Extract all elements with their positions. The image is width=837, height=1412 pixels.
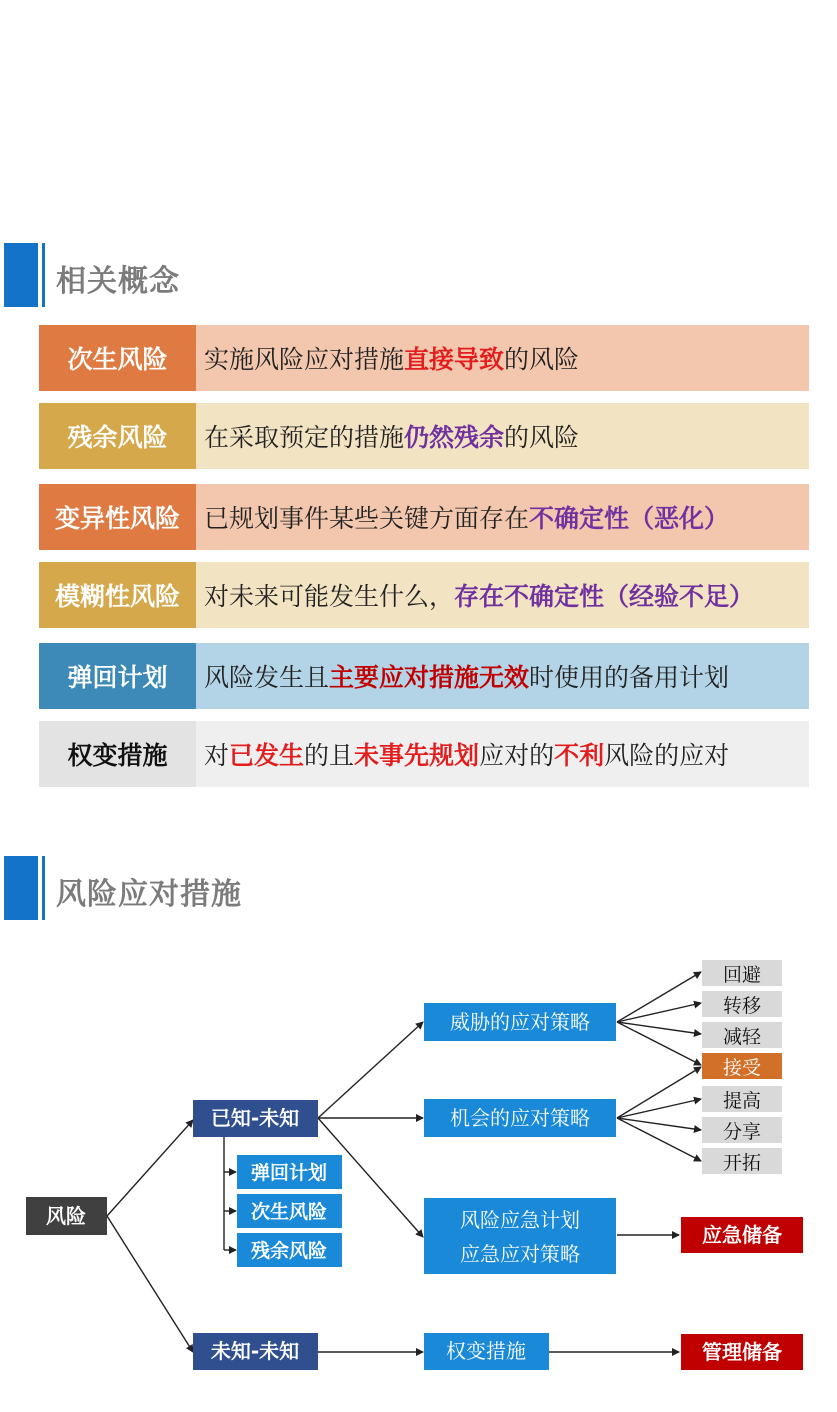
root-node xyxy=(26,1197,107,1235)
arrow-root-to-unknown xyxy=(107,1216,193,1352)
concept-label: 权变措施 xyxy=(39,721,196,787)
description-text: 实施风险应对措施 xyxy=(204,345,405,374)
known-sub-label: 弹回计划 xyxy=(250,1162,328,1184)
highlight-text: 主要应对措施无效 xyxy=(329,663,530,692)
contingency-line-1: 风险应急计划 xyxy=(460,1208,580,1232)
arrow-opp-opt-1 xyxy=(617,1099,701,1118)
arrow-opp-accept xyxy=(617,1067,701,1118)
accept-option xyxy=(702,1053,782,1079)
concept-description xyxy=(196,562,809,628)
description-text: 风险的应对 xyxy=(604,741,730,770)
opportunity-strategy-label: 机会的应对策略 xyxy=(450,1106,590,1130)
highlight-text: 不利 xyxy=(554,741,605,770)
concept-description xyxy=(196,721,809,787)
section-title-concepts: 相关概念 xyxy=(56,264,180,299)
option-label: 分享 xyxy=(722,1121,762,1143)
root-label: 风险 xyxy=(46,1204,86,1228)
concept-row xyxy=(39,721,809,787)
concept-label: 变异性风险 xyxy=(39,484,196,550)
concept-row xyxy=(39,325,809,391)
highlight-text: 未事先规划 xyxy=(354,741,480,770)
contingency-line-2: 应急应对策略 xyxy=(460,1242,580,1266)
threat-strategy-node xyxy=(424,1003,616,1041)
known-sub-label: 次生风险 xyxy=(250,1201,328,1223)
concept-description xyxy=(196,643,809,709)
known-sub-3 xyxy=(237,1233,342,1267)
section-marker-responses xyxy=(4,856,38,920)
section-marker-concepts xyxy=(4,243,38,307)
arrow-threat-opt-2 xyxy=(617,1003,701,1022)
concept-label: 弹回计划 xyxy=(39,643,196,709)
threat-option-3 xyxy=(702,1022,782,1048)
concept-label: 次生风险 xyxy=(39,325,196,391)
option-label: 减轻 xyxy=(722,1026,762,1048)
management-reserve-node xyxy=(681,1334,803,1370)
option-label: 回避 xyxy=(722,964,762,986)
arrow-threat-opt-1 xyxy=(617,972,701,1022)
description-text: 的且 xyxy=(304,741,355,770)
option-label: 转移 xyxy=(722,995,762,1017)
known-unknown-label: 已知-未知 xyxy=(210,1106,300,1130)
known-sub-2 xyxy=(237,1194,342,1228)
unknown-unknown-node xyxy=(193,1333,318,1370)
concept-description xyxy=(196,484,809,550)
concept-description xyxy=(196,325,809,391)
risk-response-diagram xyxy=(0,940,837,1390)
known-sub-label: 残余风险 xyxy=(250,1240,328,1262)
option-label: 提高 xyxy=(722,1090,762,1112)
concept-row xyxy=(39,403,809,469)
description-text: 已规划事件某些关键方面存在 xyxy=(204,504,530,533)
concept-description xyxy=(196,403,809,469)
opportunity-strategy-node xyxy=(424,1099,616,1137)
concept-label: 残余风险 xyxy=(39,403,196,469)
workaround-label: 权变措施 xyxy=(446,1339,526,1363)
workaround-node xyxy=(424,1333,549,1370)
description-text: 的风险 xyxy=(504,423,580,452)
known-sub-1 xyxy=(237,1155,342,1189)
opp-option-2 xyxy=(702,1117,782,1143)
description-text: 时使用的备用计划 xyxy=(529,663,730,692)
threat-option-2 xyxy=(702,991,782,1017)
description-text: 在采取预定的措施 xyxy=(204,423,405,452)
highlight-text: 已发生 xyxy=(229,741,305,770)
option-label: 开拓 xyxy=(722,1152,762,1174)
section-title-responses: 风险应对措施 xyxy=(56,877,242,912)
highlight-text: 不确定性（恶化） xyxy=(529,504,730,533)
description-text: 对 xyxy=(204,741,230,770)
description-text: 风险发生且 xyxy=(204,663,330,692)
opp-option-3 xyxy=(702,1148,782,1174)
management-reserve-label: 管理储备 xyxy=(702,1340,782,1364)
arrow-root-to-known xyxy=(107,1120,193,1216)
contingency-node xyxy=(424,1198,616,1274)
concept-row xyxy=(39,643,809,709)
unknown-unknown-label: 未知-未知 xyxy=(210,1339,300,1363)
highlight-text: 直接导致 xyxy=(404,345,505,374)
highlight-text: 仍然残余 xyxy=(404,423,505,452)
opp-option-1 xyxy=(702,1086,782,1112)
contingency-reserve-label: 应急储备 xyxy=(702,1223,782,1247)
threat-option-1 xyxy=(702,960,782,986)
contingency-reserve-node xyxy=(681,1217,803,1253)
concept-row xyxy=(39,562,809,628)
concept-label: 模糊性风险 xyxy=(39,562,196,628)
option-label: 接受 xyxy=(722,1057,762,1079)
threat-strategy-label: 威胁的应对策略 xyxy=(450,1010,590,1034)
concept-row xyxy=(39,484,809,550)
known-unknown-node xyxy=(193,1100,318,1137)
description-text: 的风险 xyxy=(504,345,580,374)
highlight-text: 存在不确定性（经验不足） xyxy=(454,582,755,611)
arrow-known-to-threat xyxy=(318,1022,423,1118)
description-text: 对未来可能发生什么， xyxy=(204,582,455,611)
description-text: 应对的 xyxy=(479,741,555,770)
